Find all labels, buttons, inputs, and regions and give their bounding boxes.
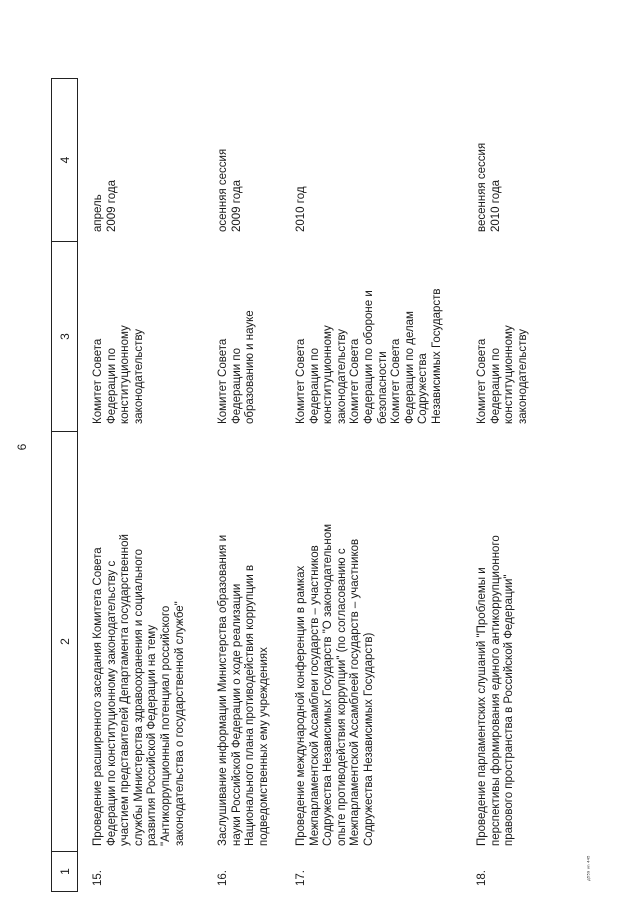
event-text: Проведение расширенного заседания Комитета Совета Федерации по конституционному законодательству с участием представителей Департамента государственной службы Министерства здравоохранения и социального развития Российской Федерации на тему "Антикоррупционный потенциал российского законодательства о государственной службе" xyxy=(92,534,186,846)
event-text: Проведение международной конференции в рамках Межпарламентской Ассамблеи государств – участников Содружества Независимых Государств "О законодательном опыте противодействия коррупции" (по согласованию с Межпарламентской Ассамблеей государств – участников Содружества Независимых Государств) xyxy=(295,523,375,846)
term-text: 2010 год xyxy=(295,186,307,232)
footer-mark: д559 vn 445 xyxy=(585,855,591,881)
row-number: 16. xyxy=(217,870,229,886)
responsible-text: Комитет Совета Федерации по конституционному законодательству xyxy=(476,325,529,424)
event-text: Заслушивание информации Министерства образования и науки Российской Федерации о ходе реализации Национального плана противодействия коррупции в подведомственных ему учреждениях xyxy=(217,534,270,846)
term-text: весенняя сессия 2010 года xyxy=(476,142,502,232)
row-number: 15. xyxy=(92,870,104,886)
responsible-text: Комитет Совета Федерации по образованию и науке xyxy=(217,310,257,424)
column-header-1: 1 xyxy=(51,852,78,892)
row-number: 18. xyxy=(476,870,488,886)
column-header-4: 4 xyxy=(51,78,78,242)
page-number: 6 xyxy=(15,443,29,451)
term-text: осенняя сессия 2009 года xyxy=(217,148,243,232)
term-text: апрель 2009 года xyxy=(92,180,118,232)
row-number: 17. xyxy=(295,870,307,886)
column-header-3: 3 xyxy=(51,242,78,432)
responsible-text: Комитет Совета Федерации по конституционному законодательству xyxy=(92,325,145,424)
event-text: Проведение парламентских слушаний "Проблемы и перспективы формирования единого антикоррупционного правового пространства в Российской Федерации" xyxy=(476,535,516,846)
plan-table xyxy=(51,62,596,892)
column-header-2: 2 xyxy=(51,432,78,852)
responsible-text: Комитет Совета Федерации по конституционному законодательству Комитет Совета Федерации по обороне и безопасности Комитет Совета Федерации по делам Содружества Независимых Государств xyxy=(295,288,443,424)
